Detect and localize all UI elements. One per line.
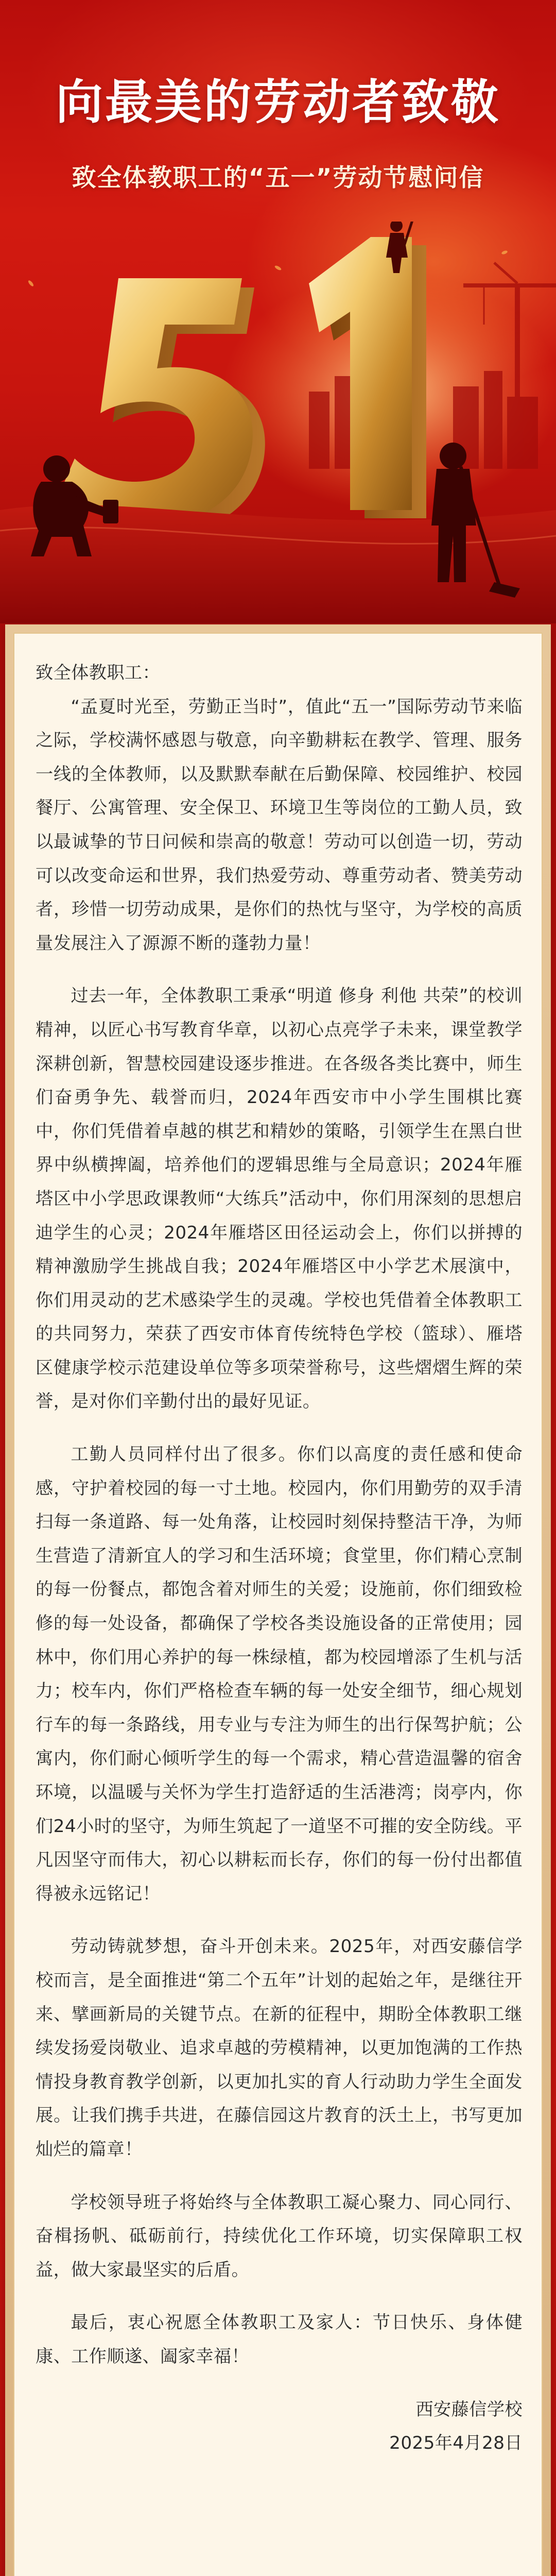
- hero-illustration: [0, 222, 556, 623]
- letter-card: [13, 633, 543, 2576]
- letter-frame: [5, 624, 551, 2576]
- page-title: 向最美的劳动者致敬: [55, 75, 500, 130]
- letter-paragraph: 过去一年，全体教职工秉承“明道 修身 利他 共荣”的校训精神，以匠心书写教育华章，以初心点亮学子未来，课堂教学深耕创新，智慧校园建设逐步推进。在各级各类比赛中，师生们奋勇争先、载誉而归，2024年西安市中小学生围棋比赛中，你们凭借着卓越的棋艺和精妙的策略，引领学生在黑白世界中纵横捭阖，培养他们的逻辑思维与全局意识；2024年雁塔区中小学思政课教师“大练兵”活动中，你们用深刻的思想启迪学生的心灵；2024年雁塔区田径运动会上，你们以拼搏的精神激励学生挑战自我；2024年雁塔区中小学艺术展演中，你们用灵动的艺术感染学生的灵魂。学校也凭借着全体教职工的共同努力，荣获了西安市体育传统特色学校（篮球）、雁塔区健康学校示范建设单位等多项荣誉称号，这些熠熠生辉的荣誉，是对你们辛勤付出的最好见证。: [36, 986, 523, 1412]
- letter-paragraph: 工勤人员同样付出了很多。你们以高度的责任感和使命感，守护着校园的每一寸土地。校园内，你们用勤劳的双手清扫每一条道路、每一处角落，让校园时刻保持整洁干净，为师生营造了清新宜人的学习和生活环境；食堂里，你们精心烹制的每一份餐点，都饱含着对师生的关爱；设施前，你们细致检修的每一处设备，都确保了学校各类设施设备的正常使用；园林中，你们用心养护的每一株绿植，都为校园增添了生机与活力；校车内，你们严格检查车辆的每一处安全细节，细心规划行车的每一条路线，用专业与专注为师生的出行保驾护航；公寓内，你们耐心倾听学生的每一个需求，精心营造温馨的宿舍环境，以温暖与关怀为学生打造舒适的生活港湾；岗亭内，你们24小时的坚守，为师生筑起了一道坚不可摧的安全防线。平凡因坚守而伟大，初心以耕耘而长存，你们的每一份付出都值得被永远铭记！: [36, 1444, 523, 1904]
- letter-paragraph: 学校领导班子将始终与全体教职工凝心聚力、同心同行、奋楫扬帆、砥砺前行，持续优化工作环境，切实保障职工权益，做大家最坚实的后盾。: [36, 2192, 523, 2280]
- letter-greeting: 致全体教职工：: [36, 663, 161, 683]
- letter-body: [36, 656, 523, 2461]
- letter-date: 2025年4月28日: [389, 2433, 523, 2454]
- letter-signature: 西安藤信学校: [415, 2399, 523, 2420]
- hero-banner: [0, 0, 556, 623]
- letter-paragraph: 劳动铸就梦想，奋斗开创未来。2025年，对西安藤信学校而言，是全面推进“第二个五年”计划的起始之年，是继往开来、擘画新局的关键节点。在新的征程中，期盼全体教职工继续发扬爱岗敬业、追求卓越的劳模精神，以更加饱满的工作热情投身教育教学创新，以更加扎实的育人行动助力学生全面发展。让我们携手共进，在藤信园这片教育的沃土上，书写更加灿烂的篇章！: [36, 1936, 523, 2160]
- page-subtitle: 致全体教职工的“五一”劳动节慰问信: [72, 164, 484, 192]
- letter-paragraph: 最后，衷心祝愿全体教职工及家人：节日快乐、身体健康、工作顺遂、阖家幸福！: [36, 2312, 523, 2367]
- numeral-5-graphic: [57, 278, 265, 535]
- letter-paragraph: “孟夏时光至，劳勤正当时”，值此“五一”国际劳动节来临之际，学校满怀感恩与敬意，向辛勤耕耘在教学、管理、服务一线的全体教师，以及默默奉献在后勤保障、校园维护、校园餐厅、公寓管理、安全保卫、环境卫生等岗位的工勤人员，致以最诚挚的节日问候和崇高的敬意！劳动可以创造一切，劳动可以改变命运和世界，我们热爱劳动、尊重劳动者、赞美劳动者，珍惜一切劳动成果，是你们的热忱与坚守，为学校的高质量发展注入了源源不断的蓬勃力量！: [36, 696, 523, 954]
